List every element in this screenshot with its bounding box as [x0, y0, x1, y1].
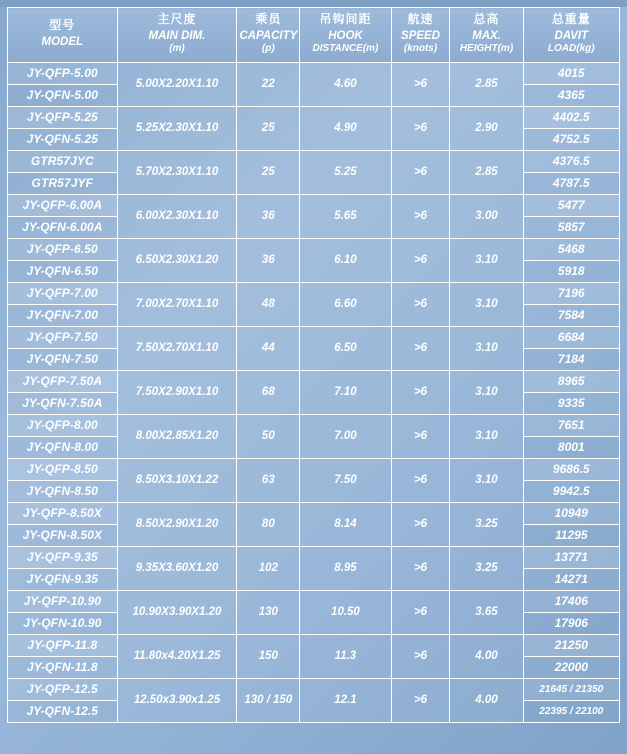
cell-model: JY-QFP-5.25	[8, 106, 118, 128]
cell-speed: >6	[391, 678, 450, 722]
cell-davit-load: 9686.5	[523, 458, 619, 480]
cell-davit-load: 4752.5	[523, 128, 619, 150]
cell-max-height: 2.85	[450, 150, 523, 194]
cell-model: JY-QFP-8.00	[8, 414, 118, 436]
cell-davit-load: 13771	[523, 546, 619, 568]
cell-main-dim: 6.50X2.30X1.20	[117, 238, 237, 282]
cell-max-height: 2.85	[450, 62, 523, 106]
cell-davit-load: 7651	[523, 414, 619, 436]
cell-main-dim: 8.50X2.90X1.20	[117, 502, 237, 546]
cell-max-height: 4.00	[450, 678, 523, 722]
cell-model: JY-QFP-8.50	[8, 458, 118, 480]
cell-davit-load: 21645 / 21350	[523, 678, 619, 700]
column-header-model	[8, 8, 118, 63]
cell-model: JY-QFN-8.00	[8, 436, 118, 458]
table-row	[8, 282, 620, 304]
cell-main-dim: 12.50x3.90x1.25	[117, 678, 237, 722]
cell-max-height: 3.25	[450, 546, 523, 590]
header-unit: (p)	[261, 43, 275, 55]
cell-hook-distance: 6.60	[300, 282, 391, 326]
table-row	[8, 546, 620, 568]
cell-model: JY-QFN-5.25	[8, 128, 118, 150]
cell-capacity: 50	[237, 414, 300, 458]
cell-davit-load: 14271	[523, 568, 619, 590]
cell-model: JY-QFN-7.50	[8, 348, 118, 370]
cell-davit-load: 4365	[523, 84, 619, 106]
table-row	[8, 458, 620, 480]
column-header-speed	[391, 8, 450, 63]
cell-speed: >6	[391, 282, 450, 326]
header-cn: 吊钩间距	[319, 12, 372, 26]
header-cn: 乘员	[255, 12, 282, 26]
cell-capacity: 36	[237, 194, 300, 238]
cell-speed: >6	[391, 106, 450, 150]
cell-model: JY-QFP-5.00	[8, 62, 118, 84]
cell-davit-load: 7584	[523, 304, 619, 326]
cell-hook-distance: 5.65	[300, 194, 391, 238]
cell-max-height: 3.25	[450, 502, 523, 546]
cell-davit-load: 11295	[523, 524, 619, 546]
cell-speed: >6	[391, 634, 450, 678]
cell-main-dim: 5.00X2.20X1.10	[117, 62, 237, 106]
cell-capacity: 44	[237, 326, 300, 370]
cell-main-dim: 5.70X2.30X1.10	[117, 150, 237, 194]
cell-model: JY-QFN-5.00	[8, 84, 118, 106]
header-en: MAIN DIM.	[148, 30, 206, 42]
cell-max-height: 3.10	[450, 458, 523, 502]
cell-hook-distance: 8.95	[300, 546, 391, 590]
cell-model: JY-QFN-10.90	[8, 612, 118, 634]
header-unit: (knots)	[403, 43, 438, 55]
cell-model: JY-QFP-6.50	[8, 238, 118, 260]
cell-davit-load: 4376.5	[523, 150, 619, 172]
cell-davit-load: 7196	[523, 282, 619, 304]
header-en: DAVIT	[554, 30, 589, 42]
cell-speed: >6	[391, 238, 450, 282]
cell-model: JY-QFN-7.00	[8, 304, 118, 326]
column-header-max-height	[450, 8, 523, 63]
cell-hook-distance: 8.14	[300, 502, 391, 546]
cell-speed: >6	[391, 194, 450, 238]
cell-model: GTR57JYF	[8, 172, 118, 194]
cell-capacity: 25	[237, 150, 300, 194]
table-row	[8, 502, 620, 524]
cell-speed: >6	[391, 62, 450, 106]
table-row	[8, 678, 620, 700]
cell-davit-load: 22000	[523, 656, 619, 678]
header-cn: 总重量	[551, 12, 591, 26]
cell-max-height: 3.65	[450, 590, 523, 634]
table-row	[8, 634, 620, 656]
cell-main-dim: 5.25X2.30X1.10	[117, 106, 237, 150]
cell-capacity: 130	[237, 590, 300, 634]
table-body	[8, 62, 620, 722]
cell-model: JY-QFP-9.35	[8, 546, 118, 568]
cell-model: JY-QFP-11.8	[8, 634, 118, 656]
column-header-davit-load	[523, 8, 619, 63]
cell-main-dim: 11.80x4.20X1.25	[117, 634, 237, 678]
table-row	[8, 150, 620, 172]
cell-main-dim: 9.35X3.60X1.20	[117, 546, 237, 590]
cell-capacity: 130 / 150	[237, 678, 300, 722]
cell-speed: >6	[391, 370, 450, 414]
cell-hook-distance: 6.50	[300, 326, 391, 370]
cell-davit-load: 5857	[523, 216, 619, 238]
cell-model: JY-QFP-7.50A	[8, 370, 118, 392]
column-header-main-dim	[117, 8, 237, 63]
cell-main-dim: 8.00X2.85X1.20	[117, 414, 237, 458]
cell-hook-distance: 7.10	[300, 370, 391, 414]
cell-model: JY-QFP-12.5	[8, 678, 118, 700]
cell-davit-load: 4787.5	[523, 172, 619, 194]
cell-davit-load: 9942.5	[523, 480, 619, 502]
header-cn: 总高	[473, 12, 500, 26]
cell-max-height: 3.10	[450, 282, 523, 326]
table-row	[8, 370, 620, 392]
cell-davit-load: 5918	[523, 260, 619, 282]
cell-hook-distance: 6.10	[300, 238, 391, 282]
cell-max-height: 3.10	[450, 238, 523, 282]
cell-speed: >6	[391, 546, 450, 590]
cell-capacity: 36	[237, 238, 300, 282]
cell-capacity: 68	[237, 370, 300, 414]
table-header	[8, 8, 620, 63]
cell-capacity: 22	[237, 62, 300, 106]
cell-capacity: 25	[237, 106, 300, 150]
cell-capacity: 102	[237, 546, 300, 590]
header-unit: (m)	[169, 43, 185, 55]
cell-model: GTR57JYC	[8, 150, 118, 172]
table-row	[8, 106, 620, 128]
cell-davit-load: 5477	[523, 194, 619, 216]
header-unit: HEIGHT(m)	[459, 43, 514, 55]
cell-davit-load: 7184	[523, 348, 619, 370]
cell-model: JY-QFP-10.90	[8, 590, 118, 612]
cell-davit-load: 8001	[523, 436, 619, 458]
cell-hook-distance: 4.90	[300, 106, 391, 150]
cell-max-height: 4.00	[450, 634, 523, 678]
cell-main-dim: 8.50X3.10X1.22	[117, 458, 237, 502]
header-unit: LOAD(kg)	[547, 43, 595, 55]
cell-davit-load: 4402.5	[523, 106, 619, 128]
cell-hook-distance: 12.1	[300, 678, 391, 722]
header-cn: 航速	[407, 12, 434, 26]
cell-main-dim: 10.90X3.90X1.20	[117, 590, 237, 634]
cell-davit-load: 6684	[523, 326, 619, 348]
header-cn: 主尺度	[157, 12, 197, 26]
table-row	[8, 238, 620, 260]
cell-model: JY-QFP-7.50	[8, 326, 118, 348]
cell-davit-load: 21250	[523, 634, 619, 656]
cell-speed: >6	[391, 414, 450, 458]
header-en: CAPACITY	[239, 30, 298, 42]
cell-hook-distance: 7.00	[300, 414, 391, 458]
cell-model: JY-QFN-8.50X	[8, 524, 118, 546]
table-row	[8, 62, 620, 84]
cell-speed: >6	[391, 458, 450, 502]
cell-model: JY-QFP-7.00	[8, 282, 118, 304]
cell-davit-load: 4015	[523, 62, 619, 84]
cell-hook-distance: 11.3	[300, 634, 391, 678]
table-row	[8, 414, 620, 436]
cell-davit-load: 22395 / 22100	[523, 700, 619, 722]
specification-table	[7, 7, 620, 723]
cell-main-dim: 7.00X2.70X1.10	[117, 282, 237, 326]
cell-davit-load: 17906	[523, 612, 619, 634]
cell-speed: >6	[391, 150, 450, 194]
cell-max-height: 2.90	[450, 106, 523, 150]
spec-sheet	[0, 7, 627, 754]
cell-speed: >6	[391, 326, 450, 370]
header-cn: 型号	[49, 18, 76, 33]
cell-max-height: 3.00	[450, 194, 523, 238]
cell-model: JY-QFN-12.5	[8, 700, 118, 722]
cell-davit-load: 17406	[523, 590, 619, 612]
cell-capacity: 80	[237, 502, 300, 546]
column-header-hook-distance	[300, 8, 391, 63]
header-en: HOOK	[328, 30, 363, 42]
cell-speed: >6	[391, 590, 450, 634]
cell-capacity: 150	[237, 634, 300, 678]
cell-hook-distance: 5.25	[300, 150, 391, 194]
cell-model: JY-QFN-7.50A	[8, 392, 118, 414]
cell-davit-load: 5468	[523, 238, 619, 260]
cell-model: JY-QFP-8.50X	[8, 502, 118, 524]
cell-model: JY-QFN-11.8	[8, 656, 118, 678]
cell-davit-load: 8965	[523, 370, 619, 392]
table-row	[8, 590, 620, 612]
cell-hook-distance: 10.50	[300, 590, 391, 634]
cell-max-height: 3.10	[450, 370, 523, 414]
cell-main-dim: 6.00X2.30X1.10	[117, 194, 237, 238]
cell-capacity: 48	[237, 282, 300, 326]
header-unit: DISTANCE(m)	[312, 43, 379, 55]
cell-capacity: 63	[237, 458, 300, 502]
cell-model: JY-QFN-8.50	[8, 480, 118, 502]
header-en: MAX.	[472, 30, 501, 42]
cell-hook-distance: 4.60	[300, 62, 391, 106]
header-en: MODEL	[41, 36, 84, 49]
cell-speed: >6	[391, 502, 450, 546]
table-row	[8, 326, 620, 348]
cell-model: JY-QFN-9.35	[8, 568, 118, 590]
column-header-capacity	[237, 8, 300, 63]
cell-main-dim: 7.50X2.70X1.10	[117, 326, 237, 370]
table-row	[8, 194, 620, 216]
cell-max-height: 3.10	[450, 414, 523, 458]
cell-hook-distance: 7.50	[300, 458, 391, 502]
cell-davit-load: 9335	[523, 392, 619, 414]
cell-model: JY-QFN-6.00A	[8, 216, 118, 238]
cell-max-height: 3.10	[450, 326, 523, 370]
cell-model: JY-QFP-6.00A	[8, 194, 118, 216]
cell-davit-load: 10949	[523, 502, 619, 524]
header-row	[8, 8, 620, 63]
header-en: SPEED	[401, 30, 441, 42]
cell-model: JY-QFN-6.50	[8, 260, 118, 282]
cell-main-dim: 7.50X2.90X1.10	[117, 370, 237, 414]
